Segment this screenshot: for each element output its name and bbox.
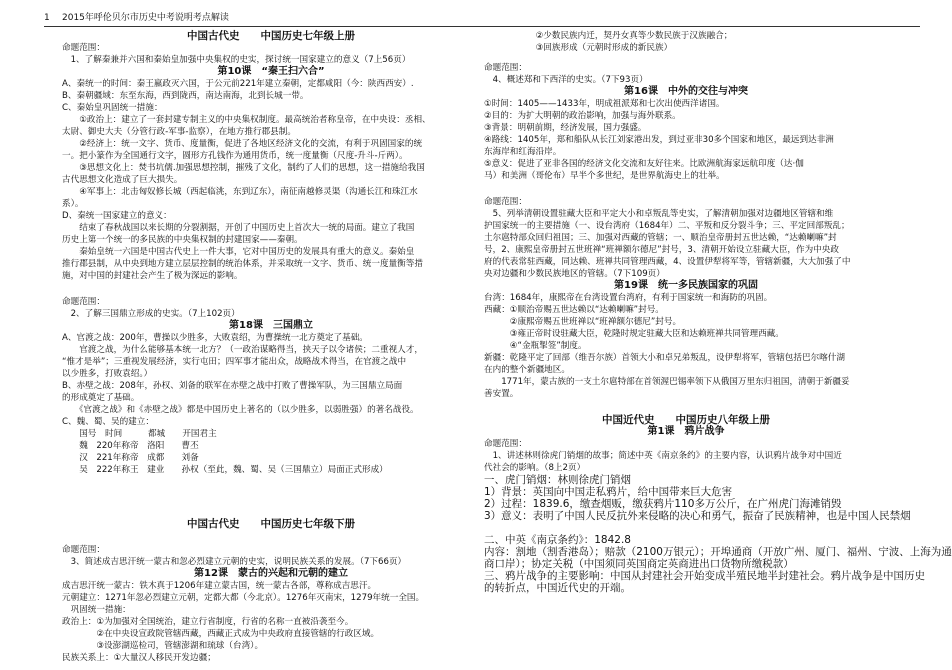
section-heading: 中国古代史 中国历史七年级上册 [187,30,355,42]
text-line: 汉 221年称帝 成都 刘备 [62,453,199,463]
text-line: ③思想文化上：焚书坑儒.加强思想控制，摧残了文化，制约了人们的思想，这一措施给我国 [62,163,425,173]
text-line: 结束了春秋战国以来长期的分裂割据，开创了中国历史上首次大一统的局面。建立了我国 [62,223,415,233]
text-line: 施，对中国的封建社会产生了极为深远的影响。 [62,271,243,281]
text-line: A、官渡之战：200年，曹操以少胜多，大败袁绍，为曹操统一北方奠定了基础。 [62,333,368,343]
text-line: 商口岸）；协定关税（中国须同英国商定英商进出口货物所缴税款） [484,558,794,570]
text-line: 历史上第一个统一的多民族的中央集权制的封建国家——秦朝。 [62,235,303,245]
text-line: 魏 220年称帝 洛阳 曹丕 [62,441,199,451]
text-line: 代社会的影响。（8上2页） [484,463,586,473]
text-line: 巩固统一措施： [62,605,131,615]
section-heading: 第16课 中外的交往与冲突 [624,86,748,97]
text-line: ③设澎湖巡检司，管辖澎湖和琉球（台湾）。 [62,641,264,651]
spacer [484,54,888,62]
section-heading: 第1课 鸦片战争 [647,426,725,437]
header-rule [44,26,920,27]
spacer [62,476,480,490]
text-line: 东海岸和红海沿岸。 [484,147,562,157]
text-line: 2）过程：1839.6，缴查烟贩，缴获鸦片110多万公斤，在广州虎门海滩销毁 [484,498,842,510]
text-line: ②在中央设宣政院管辖西藏，西藏正式成为中央政府直接管辖的行政区域。 [62,629,380,639]
text-line: 以少胜多，打败袁绍。） [62,369,153,379]
text-line: ⑤意义：促进了亚非各国的经济文化交流和友好往来。比欧洲航海家远航印度（达·伽 [484,159,804,169]
text-line: 秦始皇统一六国是中国古代史上一件大事，它对中国历史的发展具有重大的意义。秦始皇 [62,247,415,257]
left-column [62,30,480,664]
text-line: 一、虎门销烟：林则徐虎门销烟 [484,474,631,486]
text-line: 1、讲述林则徐虎门销烟的故事；简述中英《南京条约》的主要内容，认识鸦片战争对中国近 [484,451,842,461]
text-line: B、秦朝疆域：东至东海，西到陇西，南达南海，北到长城一带。 [62,91,309,101]
text-line: ③背景：明朝前期，经济发展，国力强盛。 [484,123,647,133]
text-line [484,522,888,534]
text-line: 3、简述成吉思汗统一蒙古和忽必烈建立元朝的史实，说明民族关系的发展。（7下66页） [62,557,407,567]
text-line: 1、了解秦兼并六国和秦始皇加强中央集权的史实，探讨统一国家建立的意义（7上56页） [62,55,411,65]
text-line: ④“金瓶掣签”制度。 [484,341,587,351]
text-line: 1771年，蒙古族的一支土尔扈特部在首领渥巴锡率领下从俄国万里东归祖国，清朝于新疆妥 [484,377,850,387]
text-line: ③雍正帝时设驻藏大臣，乾隆时规定驻藏大臣和达赖班禅共同管理西藏。 [484,329,784,339]
spacer [62,282,480,296]
text-line: 一。把小篆作为全国通行文字，圆形方孔钱作为通用货币，统一度量衡（尺度-升斗-斤两）。 [62,151,408,161]
text-line: 西藏：①顺治帝赐五世达赖以“达赖喇嘛”封号。 [484,305,664,315]
page-number: 1 [44,13,50,23]
text-line: 官渡之战，为什么能够基本统一北方？（一政治谋略得当，挟天子以令诸侯；二重视人才， [62,345,423,355]
text-line: 命题范围： [62,545,105,555]
spacer [484,182,888,196]
text-line: ②少数民族内迁，契丹女真等少数民族于汉族融合； [484,31,733,41]
text-line: 吴 222年称王 建业 孙权（至此，魏、蜀、吴（三国鼎立）局面正式形成） [62,465,388,475]
text-line: 命题范围： [62,43,105,53]
text-line: 民族关系上：①大量汉人移民开发边疆； [62,653,216,663]
text-line: ④军事上：北击匈奴修长城（西起临洮，东到辽东），南征南越修灵渠（沟通长江和珠江水 [62,187,418,197]
text-line: C、魏、蜀、吴的建立： [62,417,154,427]
text-line: ①时间：1405——1433年，明成祖派郑和七次出使西洋诸国。 [484,99,725,109]
section-heading: 第12课 蒙古的兴起和元朝的建立 [194,568,348,579]
section-heading: 第19课 统一多民族国家的巩固 [614,280,758,291]
text-line: 4、概述郑和下西洋的史实。（7下93页） [484,75,648,85]
text-line: ②康熙帝赐五世班禅以“班禅额尔德尼”封号。 [484,317,682,327]
text-line: 3）意义：表明了中国人民反抗外来侵略的决心和勇气，振奋了民族精神，也是中国人民禁烟 [484,510,911,522]
text-line: B、赤壁之战：208年，孙权、刘备的联军在赤壁之战中打败了曹操军队，为三国鼎立局面 [62,381,403,391]
text-line: 《官渡之战》和《赤壁之战》都是中国历史上著名的（以少胜多，以弱胜强）的著名战役。 [62,405,419,415]
text-line: 国号 时间 都城 开国君主 [62,429,217,439]
text-line: 善安置。 [484,389,519,399]
text-line: “惟才是举”；三重视发展经济，实行屯田；四军事才能出众，战略战术得当，在官渡之战中 [62,357,407,367]
text-line: 太尉、御史大夫（分管行政-军事-监察），在地方推行郡县制。 [62,127,296,137]
text-line: 系）。 [62,199,84,209]
text-line: 2、了解三国鼎立形成的史实。（7上102页） [62,309,240,319]
document-title: 2015年呼伦贝尔市历史中考说明考点解读 [62,13,229,23]
text-line: 内容：割地（割香港岛）；赔款（2100万银元）；开埠通商（开放广州、厦门、福州、宁波、上海为通 [484,546,952,558]
text-line: 政治上：①为加强对全国统治，建立行省制度，行省的名称一直被沿袭至今。 [62,617,354,627]
text-line: 马）和美洲（哥伦布）早半个多世纪，是世界航海史上的壮举。 [484,171,725,181]
spacer [62,490,480,504]
text-line: 古代思想文化造成了巨大损失。 [62,175,183,185]
text-line: 台湾：1684年，康熙帝在台湾设置台湾府，有利于国家统一和海防的巩固。 [484,293,773,303]
section-heading: 中国古代史 中国历史七年级下册 [187,518,355,530]
text-line: 在内的整个新疆地区。 [484,365,570,375]
text-line: 护国家统一的主要措施（一、设台湾府（1684年）二、平叛和反分裂斗争；三、平定回部叛乱； [484,221,850,231]
text-line: 成吉思汗统一蒙古：铁木真于1206年建立蒙古国，统一蒙古各部，尊称成吉思汗。 [62,581,377,591]
text-line: 命题范围： [484,63,527,73]
text-line: 推行郡县制，从中央到地方建立层层控制的统治体系，并采取统一文字、货币、统一度量衡等措 [62,259,423,269]
text-line: 号，2、康熙皇帝册封五世班禅“班禅额尔德尼”封号，3、清朝开始设立驻藏大臣，作为中央政 [484,245,839,255]
spacer [62,504,480,518]
text-line: 的形成奠定了基础。 [62,393,140,403]
text-line: 1）背景：英国向中国走私鸦片，给中国带来巨大危害 [484,486,733,498]
text-line: ②目的：为扩大明朝的政治影响，加强与海外联系。 [484,111,681,121]
text-line: ①政治上：建立了一套封建专制主义的中央集权制度。最高统治者称皇帝，在中央设：丞相、 [62,115,431,125]
text-line: 府的代表常驻西藏，同达赖、班禅共同管理西藏，4、设置伊犁将军等，管辖新疆，大大加强了中 [484,257,851,267]
text-line: D、秦统一国家建立的意义： [62,211,172,221]
text-line: 央对边疆和少数民族地区的管辖。（7下109页） [484,269,665,279]
right-column [484,30,952,594]
text-line: 命题范围： [484,197,527,207]
text-line: C、秦始皇巩固统一措施： [62,103,163,113]
text-line: 命题范围： [484,439,527,449]
text-line: A、秦统一的时间：秦王嬴政灭六国，于公元前221年建立秦朝，定都咸阳（今：陕西西安）. [62,79,414,89]
text-line: 命题范围： [62,297,105,307]
text-line: 新疆：乾隆平定了回部（维吾尔族）首领大小和卓兄弟叛乱，设伊犁将军，管辖包括巴尔喀什湖 [484,353,845,363]
text-line: 元朝建立：1271年忽必烈建立元朝，定都大都（今北京）。1276年灭南宋，1279年统一全国。 [62,593,425,603]
section-heading: 第10课 “秦王扫六合” [217,66,325,77]
text-line: ②经济上：统一文字、货币、度量衡，促进了各地区经济文化的交流，有利于巩固国家的统 [62,139,423,149]
text-line: ④路线：1405年，郑和船队从长江刘家港出发，到过亚非30多个国家和地区，最远到达非洲 [484,135,834,145]
spacer [484,400,888,414]
section-heading: 中国近代史 中国历史八年级上册 [602,414,770,426]
text-line: 的转折点，中国近代史的开端。 [484,582,631,594]
section-heading: 第18课 三国鼎立 [229,320,313,331]
text-line: 二、中英《南京条约》：1842.8 [484,534,631,546]
text-line: ③回族形成（元朝时形成的新民族） [484,43,673,53]
text-line: 三、鸦片战争的主要影响：中国从封建社会开始变成半殖民地半封建社会。鸦片战争是中国历史 [484,570,925,582]
spacer [62,530,480,544]
page-header [44,12,920,25]
text-line: 5、列举清朝设置驻藏大臣和平定大小和卓叛乱等史实，了解清朝加强对边疆地区管辖和维 [484,209,834,219]
text-line: 土尔扈特部众回归祖国；三、加强对西藏的管辖；一、顺治皇帝册封五世达赖，“达赖喇嘛”封 [484,233,837,243]
